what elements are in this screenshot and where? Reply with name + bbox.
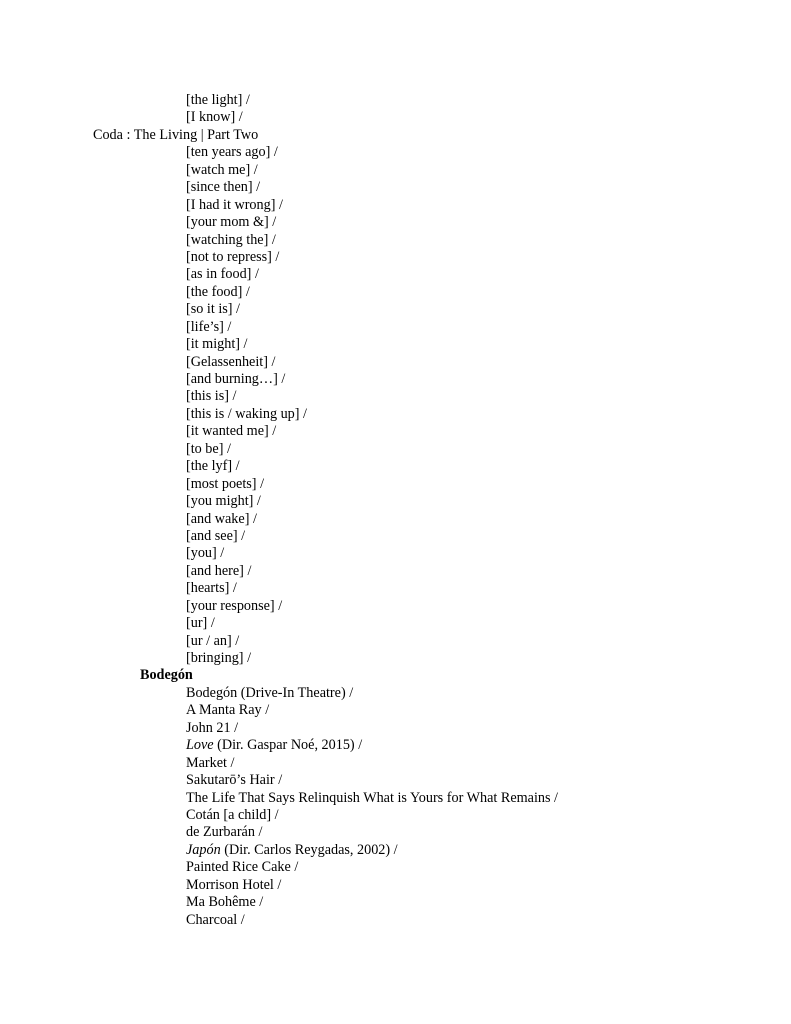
poem-title: [this is] / [186,388,237,405]
poem-title: [Gelassenheit] / [186,353,276,370]
poem-title: [watching the] / [186,231,276,248]
poem-title: Market / [186,754,235,771]
poem-title: [you might] / [186,493,261,510]
poem-title: [bringing] / [186,650,252,666]
film-title: Japón [186,841,221,858]
film-credit: (Dir. Gaspar Noé, 2015) / [213,737,363,754]
poem-title: [it wanted me] / [186,423,277,440]
poem-title: [as in food] / [186,266,259,283]
poem-title: Morrison Hotel / [186,876,282,893]
poem-title [0,737,791,754]
poem-title [0,842,791,859]
poem-title: John 21 / [186,719,239,736]
poem-title: Charcoal / [186,911,245,928]
poem-title: [hearts] / [186,580,237,597]
poem-title: [the light] / [186,92,250,108]
part-heading: Coda : The Living | Part Two [93,126,259,143]
poem-title: [I had it wrong] / [186,196,283,213]
poem-title: Bodegón (Drive-In Theatre) / [186,684,354,701]
section-heading: Bodegón [140,667,193,684]
poem-title: Cotán [a child] / [186,806,279,823]
poem-title: Ma Bohême / [186,894,264,911]
poem-title: [and see] / [186,527,246,544]
poem-title: Sakutarō’s Hair / [186,772,283,789]
poem-title: [you] / [186,545,225,562]
poem-title: [and burning…] / [186,371,286,387]
poem-title: [life’s] / [186,318,232,335]
poem-title: [ur] / [186,615,215,632]
poem-title: [your response] / [186,597,283,614]
poem-title: [it might] / [186,336,248,353]
poem-title: A Manta Ray / [186,702,270,719]
poem-title: de Zurbarán / [186,824,263,841]
poem-title: [since then] / [186,179,261,196]
poem-title: [and wake] / [186,510,257,527]
poem-title: Painted Rice Cake / [186,859,299,876]
film-credit: (Dir. Carlos Reygadas, 2002) / [220,841,398,858]
poem-title: [I know] / [186,109,243,126]
poem-title: [the food] / [186,283,250,300]
poem-title: [not to repress] / [186,248,280,265]
poem-title: The Life That Says Relinquish What is Yours for What Remains / [186,789,558,806]
film-title: Love [186,737,214,754]
poem-title: [and here] / [186,562,252,579]
poem-title: [the lyf] / [186,458,240,475]
contents-list [0,92,791,929]
poem-title: [so it is] / [186,301,240,318]
poem-title: [to be] / [186,440,231,457]
poem-title: [this is / waking up] / [186,405,307,422]
poem-title: [your mom &] / [186,214,277,231]
poem-title: [watch me] / [186,161,258,178]
poem-title: [ten years ago] / [186,144,278,161]
poem-title: [ur / an] / [186,632,240,649]
poem-title: [most poets] / [186,475,265,492]
